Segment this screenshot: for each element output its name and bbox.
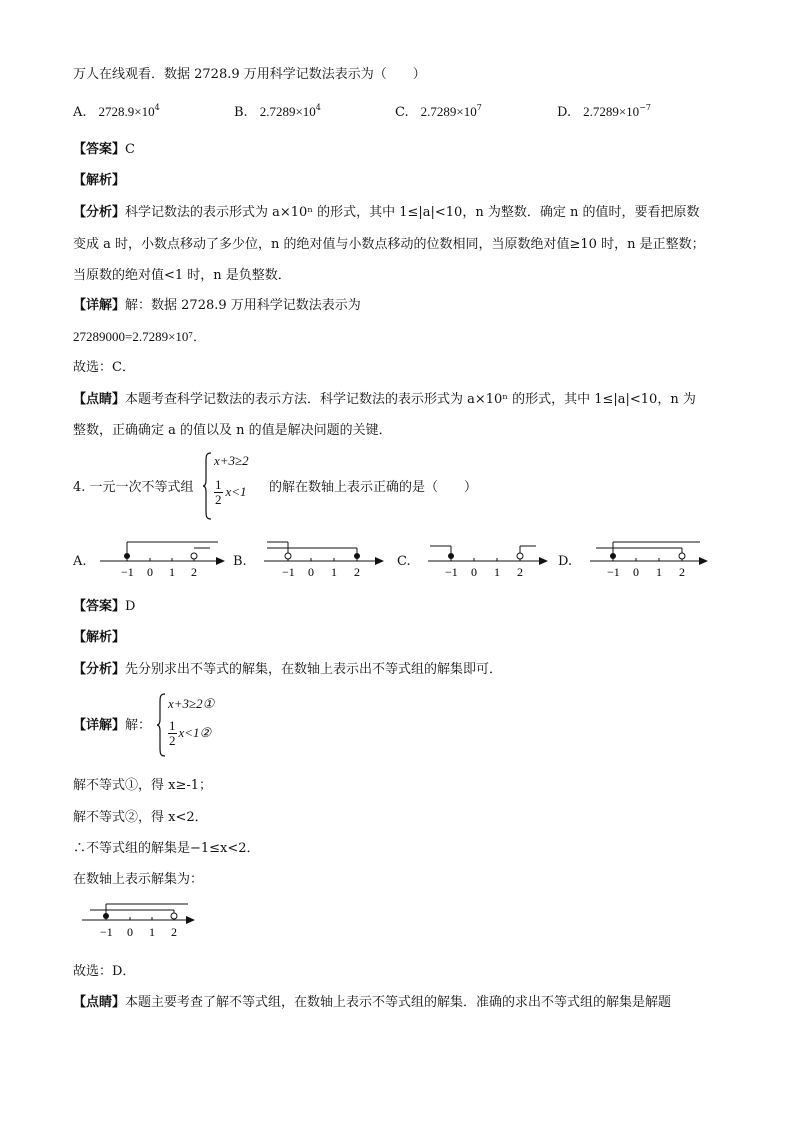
answer-tag: 【答案】: [73, 599, 126, 614]
option-exponent: 4: [315, 103, 321, 112]
q4-xiangjie-line: [73, 717, 151, 735]
solution-set-marks: [124, 542, 218, 561]
brace-icon: [202, 452, 212, 520]
solution-set-marks: [596, 542, 700, 559]
solution-set-marks: [267, 542, 360, 559]
fraction-numerator: 1: [215, 477, 222, 492]
tick-label: −1: [607, 565, 620, 579]
q3-xiangjie-line-2: 27289000=2.7289×10⁷．: [73, 329, 206, 344]
solution-set-marks: [90, 904, 188, 919]
q4-xiangjie-system: [156, 693, 246, 759]
tick-label: 1: [149, 925, 155, 939]
answer-tag: 【答案】: [73, 142, 126, 157]
tick-label: −1: [121, 565, 134, 579]
q3-dianjing-line-2: 整数，正确确定 a 的值以及 n 的值是解决问题的关键．: [73, 423, 392, 438]
q4-stem-post: 的解在数轴上表示正确的是（ ）: [269, 480, 478, 495]
q4-step-4: 在数轴上表示解集为：: [73, 872, 204, 887]
fraction-denominator: 2: [169, 733, 176, 748]
q4-option-a-label: A.: [73, 554, 87, 569]
xiangjie-text: 解：数据 2728.9 万用科学记数法表示为: [125, 298, 361, 313]
q3-analysis-tag: 【解析】: [73, 173, 126, 188]
q3-option-a: [73, 103, 160, 122]
stem-text: 一元一次不等式组: [89, 480, 194, 495]
option-label: B.: [234, 105, 248, 120]
option-exponent: 7: [476, 103, 482, 112]
q4-dianjing-line: [73, 994, 671, 1012]
q4-inequality-system: [202, 452, 266, 522]
q4-option-d-label: D.: [558, 554, 573, 569]
option-exponent: 4: [154, 103, 160, 112]
q3-answer-line: [73, 141, 135, 159]
answer-value: D: [125, 599, 136, 614]
q3-xiangjie-line-1: [73, 297, 361, 315]
option-value: 2.7289×10: [583, 104, 640, 119]
q3-fenxi-line-2: 变成 a 时，小数点移动了多少位，n 的绝对值与小数点移动的位数相同，当原数绝对值≥10 时，n 是正整数；: [73, 237, 705, 252]
q4-step-5: 故选：D．: [73, 964, 136, 979]
fenxi-tag: 【分析】: [73, 662, 126, 677]
tick-label: −1: [445, 565, 458, 579]
xiangjie-tag: 【详解】: [73, 718, 126, 733]
tick-label: 1: [656, 565, 662, 579]
tick-label: −1: [282, 565, 295, 579]
number-line-axis: [428, 557, 548, 565]
tick-label: 0: [633, 565, 639, 579]
inequality-2: [214, 478, 247, 507]
fraction-numerator: 1: [169, 718, 176, 733]
q4-answer-line: [73, 598, 135, 616]
inequality-2-rest: x<1: [225, 484, 247, 499]
q3-stem-continuation: 万人在线观看．数据 2728.9 万用科学记数法表示为（ ）: [73, 67, 426, 82]
fenxi-text: 先分别求出不等式的解集，在数轴上表示出不等式组的解集即可．: [125, 662, 503, 677]
option-label: D.: [557, 105, 572, 120]
dianjing-text: 本题主要考查了解不等式组，在数轴上表示不等式组的解集．准确的求出不等式组的解集是解题: [125, 995, 672, 1010]
q3-option-c: [395, 103, 482, 122]
system-line-2: [168, 719, 211, 748]
q3-xiangjie-line-3: 故选：C．: [73, 360, 135, 375]
tick-label: 1: [169, 565, 175, 579]
q3-dianjing-line-1: [73, 391, 696, 409]
q4-option-a-number-line: [98, 534, 228, 580]
tick-label: 2: [679, 565, 685, 579]
option-exponent: −7: [639, 103, 651, 112]
tick-label: 0: [147, 565, 153, 579]
q4-option-b-number-line: [262, 534, 392, 580]
tick-label: 0: [308, 565, 314, 579]
option-value: 2728.9×10: [98, 104, 155, 119]
q4-option-c-number-line: [426, 534, 556, 580]
inequality-1: x+3≥2: [214, 453, 249, 468]
option-label: C.: [395, 105, 409, 120]
option-value: 2.7289×10: [420, 104, 477, 119]
dianjing-tag: 【点睛】: [73, 392, 126, 407]
tick-label: −1: [100, 925, 113, 939]
q4-stem-pre: [73, 479, 194, 497]
q3-fenxi-line-1: [73, 204, 699, 222]
fraction-denominator: 2: [215, 492, 222, 507]
number-line-axis: [264, 557, 384, 565]
option-value: 2.7289×10: [259, 104, 316, 119]
tick-label: 0: [471, 565, 477, 579]
q4-step-1: 解不等式①，得 x≥-1；: [73, 778, 213, 793]
fenxi-tag: 【分析】: [73, 205, 126, 220]
tick-label: 0: [127, 925, 133, 939]
xiangjie-tag: 【详解】: [73, 298, 126, 313]
tick-label: 2: [517, 565, 523, 579]
tick-label: 1: [331, 565, 337, 579]
fraction: [214, 478, 223, 507]
q4-option-b-label: B.: [233, 554, 247, 569]
q4-analysis-tag: 【解析】: [73, 630, 126, 645]
system-line-1: x+3≥2①: [168, 696, 215, 711]
brace-icon: [156, 693, 166, 757]
fraction: [168, 719, 177, 748]
solution-set-marks: [430, 546, 536, 559]
q4-step-3: ∴不等式组的解集是−1≤x<2．: [73, 841, 260, 856]
q3-fenxi-line-3: 当原数的绝对值<1 时，n 是负整数．: [73, 268, 291, 283]
fenxi-text: 科学记数法的表示形式为 a×10ⁿ 的形式，其中 1≤|a|<10，n 为整数．确定 n 的值时，要看把原数: [125, 205, 700, 220]
q4-option-c-label: C.: [397, 554, 411, 569]
q4-step-2: 解不等式②，得 x<2．: [73, 810, 208, 825]
xiangjie-text: 解：: [125, 718, 152, 733]
number-line-axis: [100, 557, 225, 565]
question-number: 4.: [73, 480, 86, 495]
q3-option-d: [557, 103, 651, 122]
tick-label: 1: [494, 565, 500, 579]
tick-label: 2: [191, 565, 197, 579]
dianjing-tag: 【点睛】: [73, 995, 126, 1010]
q4-fenxi-line: [73, 661, 502, 679]
answer-value: C: [125, 142, 135, 157]
q4-option-d-number-line: [588, 534, 718, 580]
q3-option-b: [234, 103, 321, 122]
tick-label: 2: [171, 925, 177, 939]
dianjing-text: 本题考查科学记数法的表示方法．科学记数法的表示形式为 a×10ⁿ 的形式，其中 1≤|a|<10，n 为: [125, 392, 696, 407]
q4-solution-number-line: [80, 898, 200, 944]
number-line-axis: [82, 916, 195, 924]
option-label: A.: [73, 105, 87, 120]
system-line-2-rest: x<1②: [178, 725, 212, 740]
number-line-axis: [590, 557, 708, 565]
tick-label: 2: [354, 565, 360, 579]
